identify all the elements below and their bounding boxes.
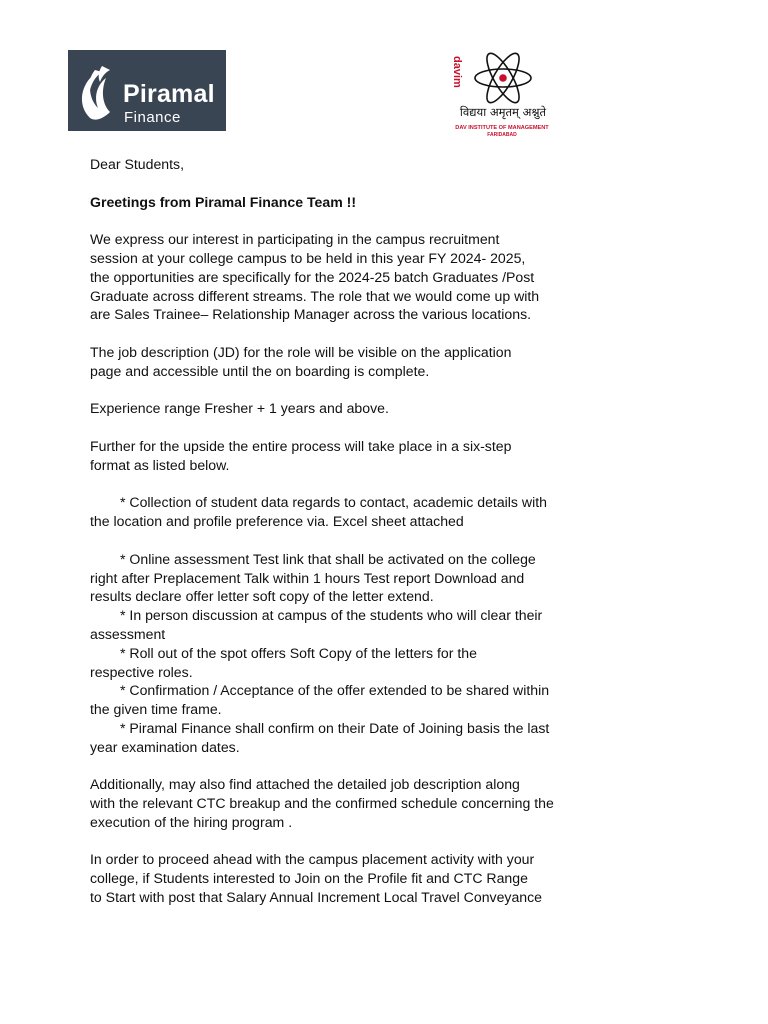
- intro-line: are Sales Trainee– Relationship Manager across the various locations.: [90, 306, 532, 323]
- step-first-line: * In person discussion at campus of the students who will clear their: [120, 607, 543, 624]
- dav-city: FARIDABAD: [487, 132, 517, 138]
- step-first-line: * Online assessment Test link that shall be activated on the college: [120, 550, 536, 567]
- additionally-paragraph: [90, 775, 560, 831]
- greeting-heading: Greetings from Piramal Finance Team !!: [90, 193, 357, 210]
- process-step-4: [90, 644, 560, 682]
- process-step-3: [90, 606, 560, 644]
- dav-institute-name: DAV INSTITUTE OF MANAGEMENT: [455, 125, 549, 131]
- step-continuation-line: results declare offer letter soft copy of the letter extend.: [90, 588, 434, 605]
- closing-line: to Start with post that Salary Annual Increment Local Travel Conveyance: [90, 889, 543, 906]
- closing-line: college, if Students interested to Join on the Profile fit and CTC Range: [90, 870, 528, 887]
- closing-paragraph: [90, 850, 560, 906]
- step-first-line: * Collection of student data regards to contact, academic details with: [120, 494, 547, 511]
- jd-line: page and accessible until the on boarding is complete.: [90, 362, 430, 379]
- jd-line: The job description (JD) for the role will be visible on the application: [90, 343, 512, 360]
- experience-paragraph: Experience range Fresher + 1 years and above.: [90, 400, 389, 417]
- process-paragraph: [90, 437, 560, 475]
- jd-paragraph: [90, 343, 560, 381]
- process-line: format as listed below.: [90, 456, 230, 473]
- additionally-line: execution of the hiring program .: [90, 813, 293, 830]
- step-continuation-line: respective roles.: [90, 663, 193, 680]
- piramal-logo-sub: Finance: [124, 109, 181, 126]
- dav-vertical-text: davim: [451, 56, 463, 88]
- step-continuation-line: the location and profile preference via. Excel sheet attached: [90, 513, 464, 530]
- intro-line: session at your college campus to be held in this year FY 2024- 2025,: [90, 249, 526, 266]
- step-continuation-line: the given time frame.: [90, 701, 222, 718]
- process-line: Further for the upside the entire process will take place in a six-step: [90, 437, 512, 454]
- dav-institute-logo: [448, 50, 558, 142]
- closing-line: In order to proceed ahead with the campus placement activity with your: [90, 851, 535, 868]
- additionally-line: with the relevant CTC breakup and the confirmed schedule concerning the: [90, 795, 554, 812]
- step-first-line: * Roll out of the spot offers Soft Copy of the letters for the: [120, 644, 477, 661]
- letter-body: [90, 155, 560, 907]
- intro-paragraph: [90, 230, 560, 324]
- dav-motto: विद्यया अमृतम् अश्नुते: [459, 105, 547, 119]
- step-continuation-line: assessment: [90, 625, 166, 642]
- step-continuation-line: right after Preplacement Talk within 1 hours Test report Download and: [90, 569, 525, 586]
- salutation: Dear Students,: [90, 156, 185, 172]
- piramal-finance-logo: [68, 50, 226, 131]
- process-step-1: [90, 493, 560, 531]
- step-continuation-line: year examination dates.: [90, 738, 240, 755]
- process-step-2: [90, 550, 560, 606]
- intro-line: We express our interest in participating in the campus recruitment: [90, 231, 500, 248]
- intro-line: the opportunities are specifically for the 2024-25 batch Graduates /Post: [90, 268, 535, 285]
- step-first-line: * Confirmation / Acceptance of the offer extended to be shared within: [120, 682, 550, 699]
- intro-line: Graduate across different streams. The role that we would come up with: [90, 287, 540, 304]
- additionally-line: Additionally, may also find attached the detailed job description along: [90, 776, 520, 793]
- process-step-6: [90, 719, 560, 757]
- piramal-logo-name: Piramal: [123, 80, 215, 108]
- process-step-5: [90, 681, 560, 719]
- step-first-line: * Piramal Finance shall confirm on their Date of Joining basis the last: [120, 719, 550, 736]
